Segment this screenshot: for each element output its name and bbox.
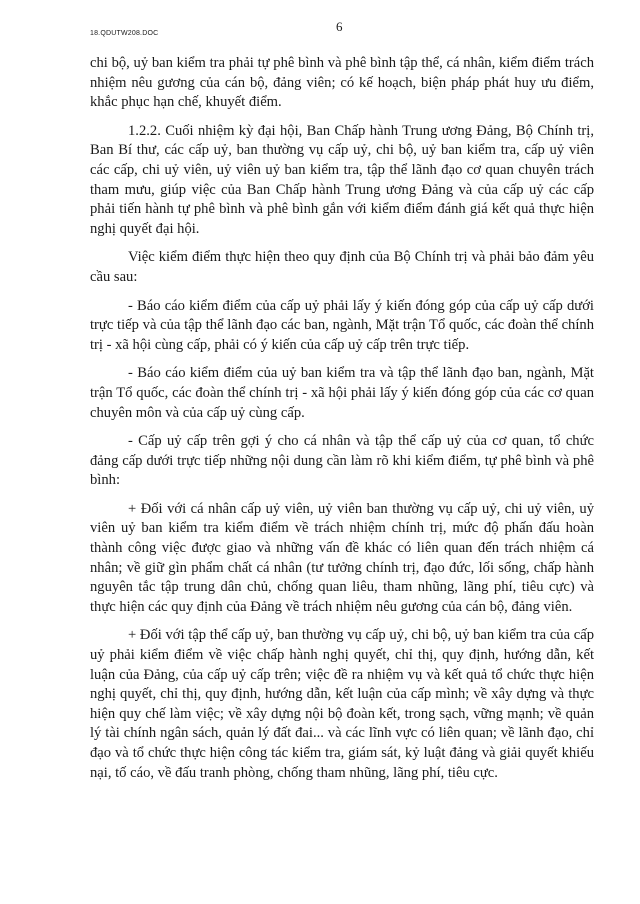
- paragraph-plus-collectives: + Đối với tập thể cấp uỷ, ban thường vụ cấp uỷ, chi bộ, uỷ ban kiểm tra của cấp uỷ phải kiểm điểm về việc chấp hành nghị quyết, chỉ thị, quy định, hướng dẫn, kết luận của Đảng, của cấp uỷ cấp trên; việc đề ra nhiệm vụ và kết quả tổ chức thực hiện nghị quyết, chỉ thị, quy định, hướng dẫn, kết luận của cấp mình; về xây dựng và thực hiện quy chế làm việc; về xây dựng nội bộ đoàn kết, trong sạch, vững mạnh; về quản lý tài chính ngân sách, quản lý đất đai... và các lĩnh vực có liên quan; về lãnh đạo, chỉ đạo và tổ chức thực hiện công tác kiểm tra, giám sát, kỷ luật đảng và giải quyết khiếu nại, tố cáo, về đấu tranh phòng, chống tham nhũng, lãng phí, tiêu cực.: [90, 627, 594, 781]
- page-number: 6: [336, 19, 343, 34]
- paragraph-bullet-higher-committee: - Cấp uỷ cấp trên gợi ý cho cá nhân và tập thể cấp uỷ của cơ quan, tổ chức đảng cấp dưới trực tiếp những nội dung cần làm rõ khi kiểm điểm, tự phê bình và phê bình:: [90, 433, 594, 489]
- paragraph-section-1-2-2: 1.2.2. Cuối nhiệm kỳ đại hội, Ban Chấp hành Trung ương Đảng, Bộ Chính trị, Ban Bí thư, các cấp uỷ, ban thường vụ cấp uỷ, chi bộ, uỷ ban kiểm tra, cấp uỷ viên các cấp, chi uỷ viên, uỷ viên uỷ ban kiểm tra, tập thể lãnh đạo cơ quan chuyên trách tham mưu, giúp việc của Ban Chấp hành Trung ương Đảng và của cấp uỷ các cấp phải tiến hành tự phê bình và phê bình gắn với kiểm điểm đánh giá kết quả thực hiện nghị quyết đại hội.: [90, 122, 594, 237]
- paragraph-bullet-party-committee: - Báo cáo kiểm điểm của cấp uỷ phải lấy ý kiến đóng góp của cấp uỷ cấp dưới trực tiếp và của tập thể lãnh đạo các ban, ngành, Mặt trận Tổ quốc, các đoàn thể chính trị - xã hội cùng cấp, phải có ý kiến của cấp uỷ cấp trên trực tiếp.: [90, 297, 594, 353]
- document-body: [90, 54, 594, 792]
- paragraph-bullet-inspection-committee: - Báo cáo kiểm điểm của uỷ ban kiểm tra và tập thể lãnh đạo ban, ngành, Mặt trận Tổ quốc, các đoàn thể chính trị - xã hội phải lấy ý kiến đóng góp của các cơ quan chuyên môn và của cấp uỷ cùng cấp.: [90, 365, 594, 421]
- paragraph-plus-individuals: + Đối với cá nhân cấp uỷ viên, uỷ viên ban thường vụ cấp uỷ, chi uỷ viên, uỷ viên uỷ ban kiểm tra kiểm điểm về trách nhiệm chính trị, mức độ phấn đấu hoàn thành công việc được giao và những vấn đề khác có liên quan đến trách nhiệm cá nhân; về giữ gìn phẩm chất cá nhân (tư tưởng chính trị, đạo đức, lối sống, chấp hành nguyên tắc tập trung dân chủ, chống quan liêu, tham nhũng, lãng phí, tiêu cực) và thực hiện các quy định của Đảng về trách nhiệm nêu gương của cán bộ, đảng viên.: [90, 500, 594, 615]
- paragraph-requirements-intro: Việc kiểm điểm thực hiện theo quy định của Bộ Chính trị và phải bảo đảm yêu cầu sau:: [90, 249, 594, 285]
- document-filename: 18.QDUTW208.DOC: [90, 30, 159, 37]
- paragraph-continuation: chi bộ, uỷ ban kiểm tra phải tự phê bình và phê bình tập thể, cá nhân, kiểm điểm trách nhiệm nêu gương của cán bộ, đảng viên; có kế hoạch, biện pháp phát huy ưu điểm, khắc phục hạn chế, khuyết điểm.: [90, 55, 594, 111]
